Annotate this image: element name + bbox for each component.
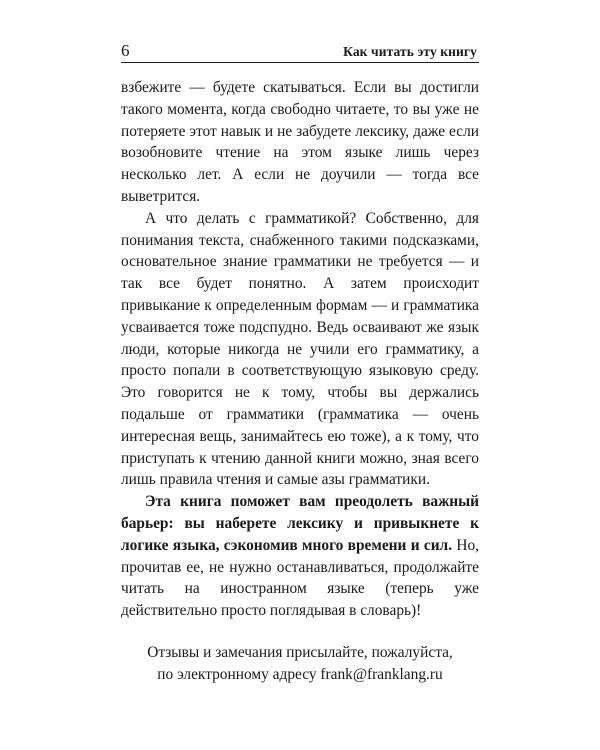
page-number: 6 [121, 41, 130, 60]
page-header [121, 40, 479, 63]
paragraph-3-rest: Но, прочитав ее, не нужно останавливаться, продолжайте читать на иностранном языке (теперь уже действительно просто поглядывая в словарь)! [121, 536, 479, 620]
running-title: Как читать эту книгу [343, 44, 477, 59]
contact-line-2: по электронному адресу frank@franklang.ru [157, 665, 443, 683]
paragraph-1: взбежите — будете скатываться. Если вы достигли такого момента, когда свободно читаете, то вы уже не потеряете этот навык и не забудете лексику, даже если возобновите чтение на этом языке лишь через несколько лет. А если не доучили — тогда все выветрится. [121, 79, 479, 205]
contact-line-1: Отзывы и замечания присылайте, пожалуйста, [147, 643, 453, 661]
paragraph-2: А что делать с грамматикой? Собственно, для понимания текста, снабженного такими подсказками, основательное знание грамматики не требуется — и так все будет понятно. А затем происходит привыкание к определенным формам — и грамматика усваивается тоже подспудно. Ведь осваивают же язык люди, которые никогда не учили его грамматику, а просто попали в соответствующую языковую среду. Это говорится не к тому, чтобы вы держались подальше от грамматики (грамматика — очень интересная вещь, занимайтесь ею тоже), а к тому, что приступать к чтению данной книги можно, зная всего лишь правила чтения и самые азы грамматики. [121, 209, 479, 489]
paragraph-3 [121, 491, 479, 622]
contact-note [121, 642, 479, 686]
paragraph-3-emphasis: Эта книга поможет вам преодолеть важный барьер: вы наберете лексику и привыкнете к логике языка, сэкономив много времени и сил. [121, 493, 479, 554]
body-text [121, 77, 479, 622]
book-page [121, 40, 479, 686]
